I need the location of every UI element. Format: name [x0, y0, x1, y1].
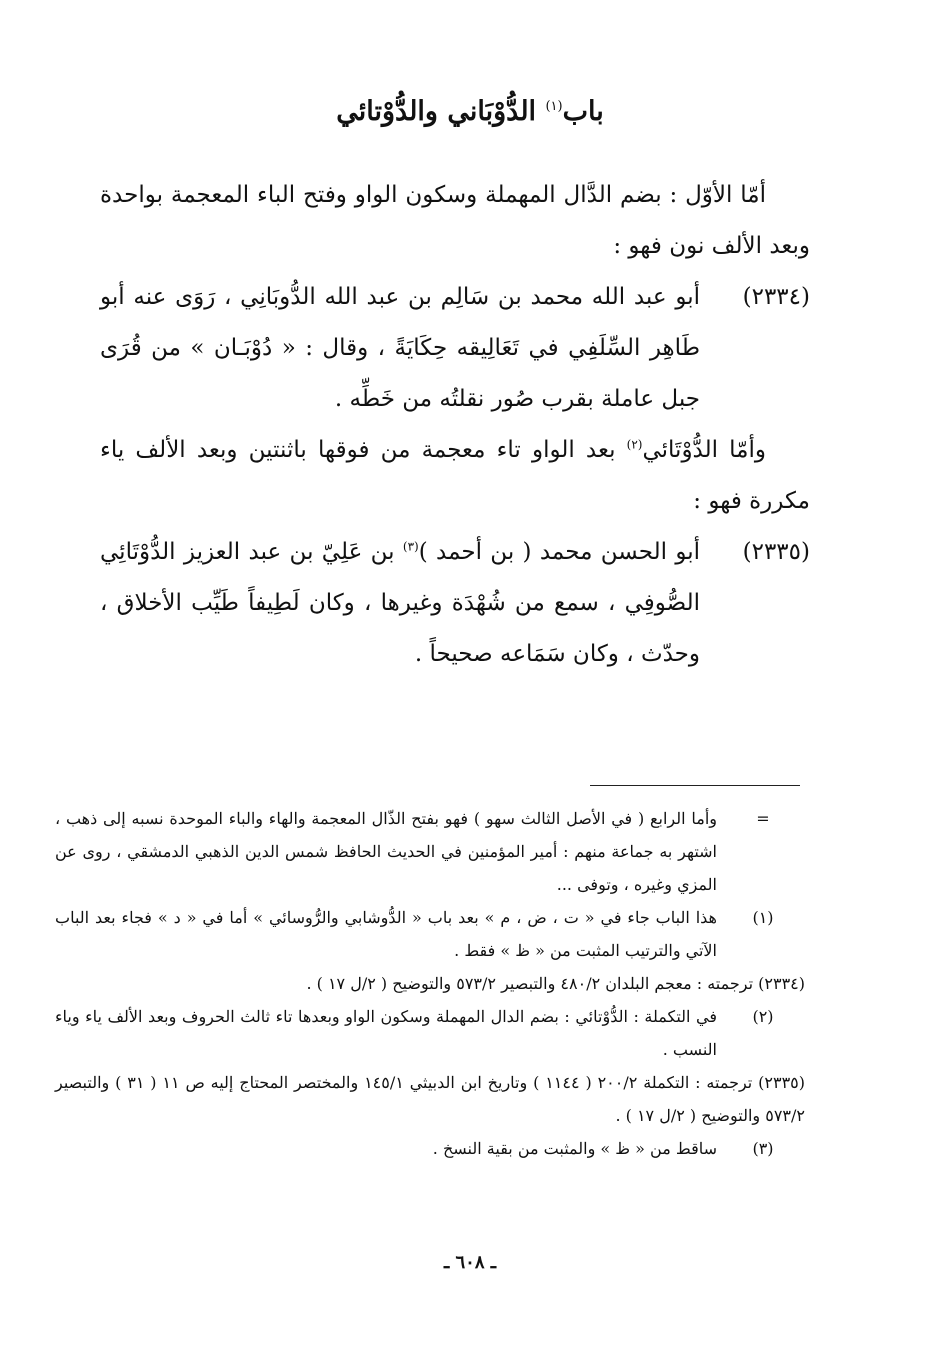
chapter-title	[100, 96, 840, 127]
entry-text: أبو عبد الله محمد بن سَالِم بن عبد الله الدُّوبَانِي ، رَوَى عنه أبو طَاهِر السِّلَفِي في تَعَالِيقه حِكَايَةً ، وقال : « دُوْبَـان » من قُرَى جبل عاملة بقرب صُور نقلتُه من خَطِّه .	[100, 284, 700, 412]
entry-number: (٢٣٣٤)	[742, 284, 810, 310]
footnote-text: (٢٣٣٤) ترجمته : معجم البلدان ٤٨٠/٢ والتبصير ٥٧٣/٢ والتوضيح ( ٢/ل ١٧ ) .	[306, 974, 805, 993]
footnote-text: ساقط من « ظ » والمثبت من بقية النسخ .	[432, 1139, 717, 1158]
footnote-text: (٢٣٣٥) ترجمته : التكملة ٢٠٠/٢ ( ١١٤٤ ) وتاريخ ابن الدبيثي ١٤٥/١ والمختصر المحتاج إليه ص ١١ ( ٣١ ) والتبصير ٥٧٣/٢ والتوضيح ( ٢/ل ١٧ ) .	[55, 1073, 805, 1125]
footnote-ref-2: (٢)	[626, 437, 643, 452]
second-paragraph	[100, 425, 810, 527]
entry-text-end: بن عَلِيّ بن عبد العزيز الدُّوْتَائِي الصُّوفِي ، سمع من شُهْدَة وغيرها ، وكان لَطِيفاً طَيِّب الأخلاق ، وحدّث ، وكان سَمَاعه صحيحاً .	[100, 539, 700, 667]
chapter-title-main: باب	[562, 96, 604, 127]
intro-paragraph: أمّا الأوّل : بضم الدَّال المهملة وسكون الواو وفتح الباء المعجمة بواحدة وبعد الألف نون فهو :	[100, 182, 810, 259]
chapter-title-footnote-ref: (١)	[545, 99, 563, 114]
footnote-number: (٢)	[752, 1007, 774, 1026]
entry-2335	[100, 527, 810, 680]
footnote-ref-3: (٣)	[402, 539, 419, 554]
footnote-text: وأما الرابع ( في الأصل الثالث سهو ) فهو بفتح الذّال المعجمة والهاء والباء الموحدة نسبه إلى ذهب ، اشتهر به جماعة منهم : أمير المؤمنين في الحديث الحافظ شمس الدين الذهبي الدمشقي ، روى عن المزي وغيره ، وتوفى ...	[55, 809, 717, 894]
chapter-title-rest: الدُّوْبَاني والدُّوْتائي	[336, 96, 537, 127]
second-paragraph-end: بعد الواو تاء معجمة من فوقها باثنتين وبعد الألف ياء مكررة فهو :	[100, 437, 810, 514]
page-number: ـ ٦٠٨ ـ	[443, 1252, 497, 1273]
main-text	[100, 170, 810, 680]
footnote-number: (١)	[752, 908, 774, 927]
footnotes	[55, 802, 805, 1165]
translation-note-2335	[55, 1066, 805, 1132]
footnote-continuation	[55, 802, 805, 901]
footnote-number: (٣)	[752, 1139, 774, 1158]
footnote-divider	[590, 785, 800, 786]
entry-number: (٢٣٣٥)	[742, 539, 810, 565]
footnote-1	[55, 901, 805, 967]
second-paragraph-start: وأمّا الدُّوْتَائي	[642, 437, 767, 463]
footnote-text: في التكملة : الدُّوْتائي : بضم الدال المهملة وسكون الواو وبعدها تاء ثالث الحروف وبعد الألف ياء وياء النسب .	[55, 1007, 717, 1059]
footnote-2	[55, 1000, 805, 1066]
footnote-3	[55, 1132, 805, 1165]
continuation-mark: =	[756, 809, 770, 828]
entry-2334	[100, 272, 810, 425]
entry-text-start: أبو الحسن محمد ( بن أحمد )	[418, 539, 700, 565]
translation-note-2334	[55, 967, 805, 1000]
entry-text	[100, 527, 700, 680]
footnote-text: هذا الباب جاء في « ت ، ض ، م » بعد باب « الدُّوشابي والرُّوسائي » أما في « د » فجاء بعد الباب الآتي والترتيب المثبت من « ظ » فقط .	[55, 908, 717, 960]
